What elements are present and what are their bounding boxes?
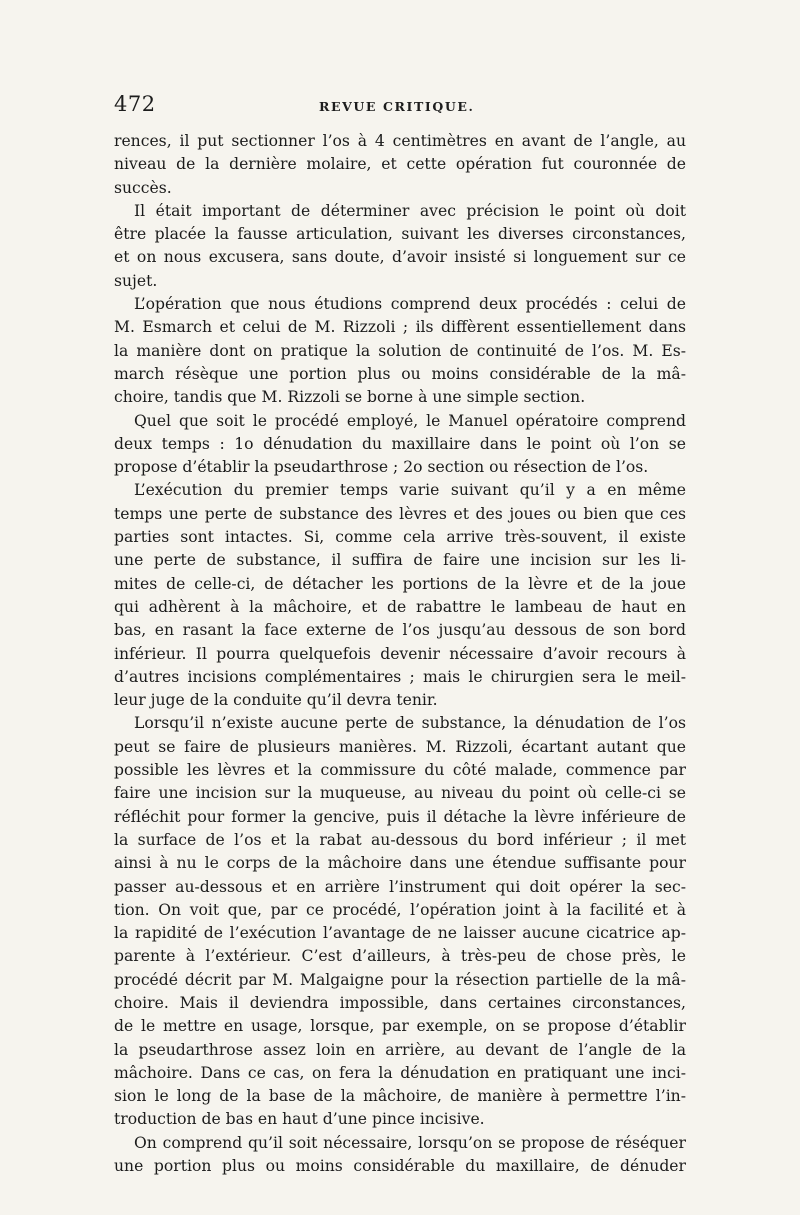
text-line: une portion plus ou moins considérable du maxillaire, de dénuder [114,1157,686,1176]
page-header [114,92,686,122]
text-line: sujet. [114,271,158,290]
text-line: propose d’établir la pseudarthrose ; 2o section ou résection de l’os. [114,458,649,477]
text-line: temps une perte de substance des lèvres et des joues ou bien que ces [114,504,686,523]
text-line: On comprend qu’il soit nécessaire, lorsqu’on se propose de réséquer [134,1133,686,1152]
text-line: Il était important de déterminer avec précision le point où doit [134,201,686,220]
text-line: être placée la fausse articulation, suivant les diverses circonstances, [114,225,686,244]
paragraph [114,1132,686,1179]
text-line: de le mettre en usage, lorsque, par exemple, on se propose d’établir [114,1017,686,1036]
text-line: peut se faire de plusieurs manières. M. Rizzoli, écartant autant que [114,737,686,756]
text-line: leur juge de la conduite qu’il devra tenir. [114,691,438,710]
text-line: march résèque une portion plus ou moins considérable de la mâ- [114,364,686,383]
text-line: la manière dont on pratique la solution de continuité de l’os. M. Es- [114,341,686,360]
paragraph [114,479,686,712]
text-line: Quel que soit le procédé employé, le Manuel opératoire comprend [134,411,686,430]
text-line: procédé décrit par M. Malgaigne pour la résection partielle de la mâ- [114,970,686,989]
text-line: deux temps : 1o dénudation du maxillaire dans le point où l’on se [114,434,686,453]
text-line: parties sont intactes. Si, comme cela arrive très-souvent, il existe [114,528,686,547]
paragraph [114,130,686,200]
text-line: M. Esmarch et celui de M. Rizzoli ; ils diffèrent essentiellement dans [114,318,686,337]
text-line: réfléchit pour former la gencive, puis il détache la lèvre inférieure de [114,807,686,826]
text-line: possible les lèvres et la commissure du côté malade, commence par [114,761,686,780]
text-line: une perte de substance, il suffira de faire une incision sur les li- [114,551,686,570]
paragraph [114,200,686,293]
text-line: rences, il put sectionner l’os à 4 centimètres en avant de l’angle, au [114,132,686,150]
text-line: mâchoire. Dans ce cas, on fera la dénudation en pratiquant une inci- [114,1063,686,1082]
text-line: succès. [114,178,172,197]
text-line: choire. Mais il deviendra impossible, dans certaines circonstances, [114,993,686,1012]
text-line: L’exécution du premier temps varie suivant qu’il y a en même [134,481,686,500]
body-text [114,130,686,1178]
paragraph [114,712,686,1131]
text-line: Lorsqu’il n’existe aucune perte de substance, la dénudation de l’os [134,714,686,733]
text-line: qui adhèrent à la mâchoire, et de rabattre le lambeau de haut en [114,597,686,616]
text-line: choire, tandis que M. Rizzoli se borne à une simple section. [114,388,586,407]
text-line: la surface de l’os et la rabat au-dessous du bord inférieur ; il met [114,830,686,849]
paragraph [114,293,686,409]
text-line: mites de celle-ci, de détacher les portions de la lèvre et de la joue [114,574,686,593]
page-number: 472 [114,92,156,116]
text-line: sion le long de la base de la mâchoire, de manière à permettre l’in- [114,1087,686,1106]
text-line: niveau de la dernière molaire, et cette opération fut couronnée de [114,155,686,174]
text-line: ainsi à nu le corps de la mâchoire dans une étendue suffisante pour [114,854,686,873]
text-line: passer au-dessous et en arrière l’instrument qui doit opérer la sec- [114,877,686,896]
text-line: faire une incision sur la muqueuse, au niveau du point où celle-ci se [114,784,686,803]
text-line: bas, en rasant la face externe de l’os jusqu’au dessous de son bord [114,621,686,640]
text-line: L’opération que nous étudions comprend deux procédés : celui de [134,295,686,314]
text-line: parente à l’extérieur. C’est d’ailleurs, à très-peu de chose près, le [114,947,686,966]
paragraph [114,410,686,480]
running-title: REVUE CRITIQUE. [319,99,475,114]
text-line: la rapidité de l’exécution l’avantage de ne laisser aucune cicatrice ap- [114,924,686,943]
text-line: tion. On voit que, par ce procédé, l’opération joint à la facilité et à [114,900,686,919]
text-line: et on nous excusera, sans doute, d’avoir insisté si longuement sur ce [114,248,686,267]
text-line: inférieur. Il pourra quelquefois devenir nécessaire d’avoir recours à [114,644,686,663]
text-line: troduction de bas en haut d’une pince incisive. [114,1110,485,1129]
text-line: d’autres incisions complémentaires ; mais le chirurgien sera le meil- [114,667,686,686]
text-line: la pseudarthrose assez loin en arrière, au devant de l’angle de la [114,1040,686,1059]
